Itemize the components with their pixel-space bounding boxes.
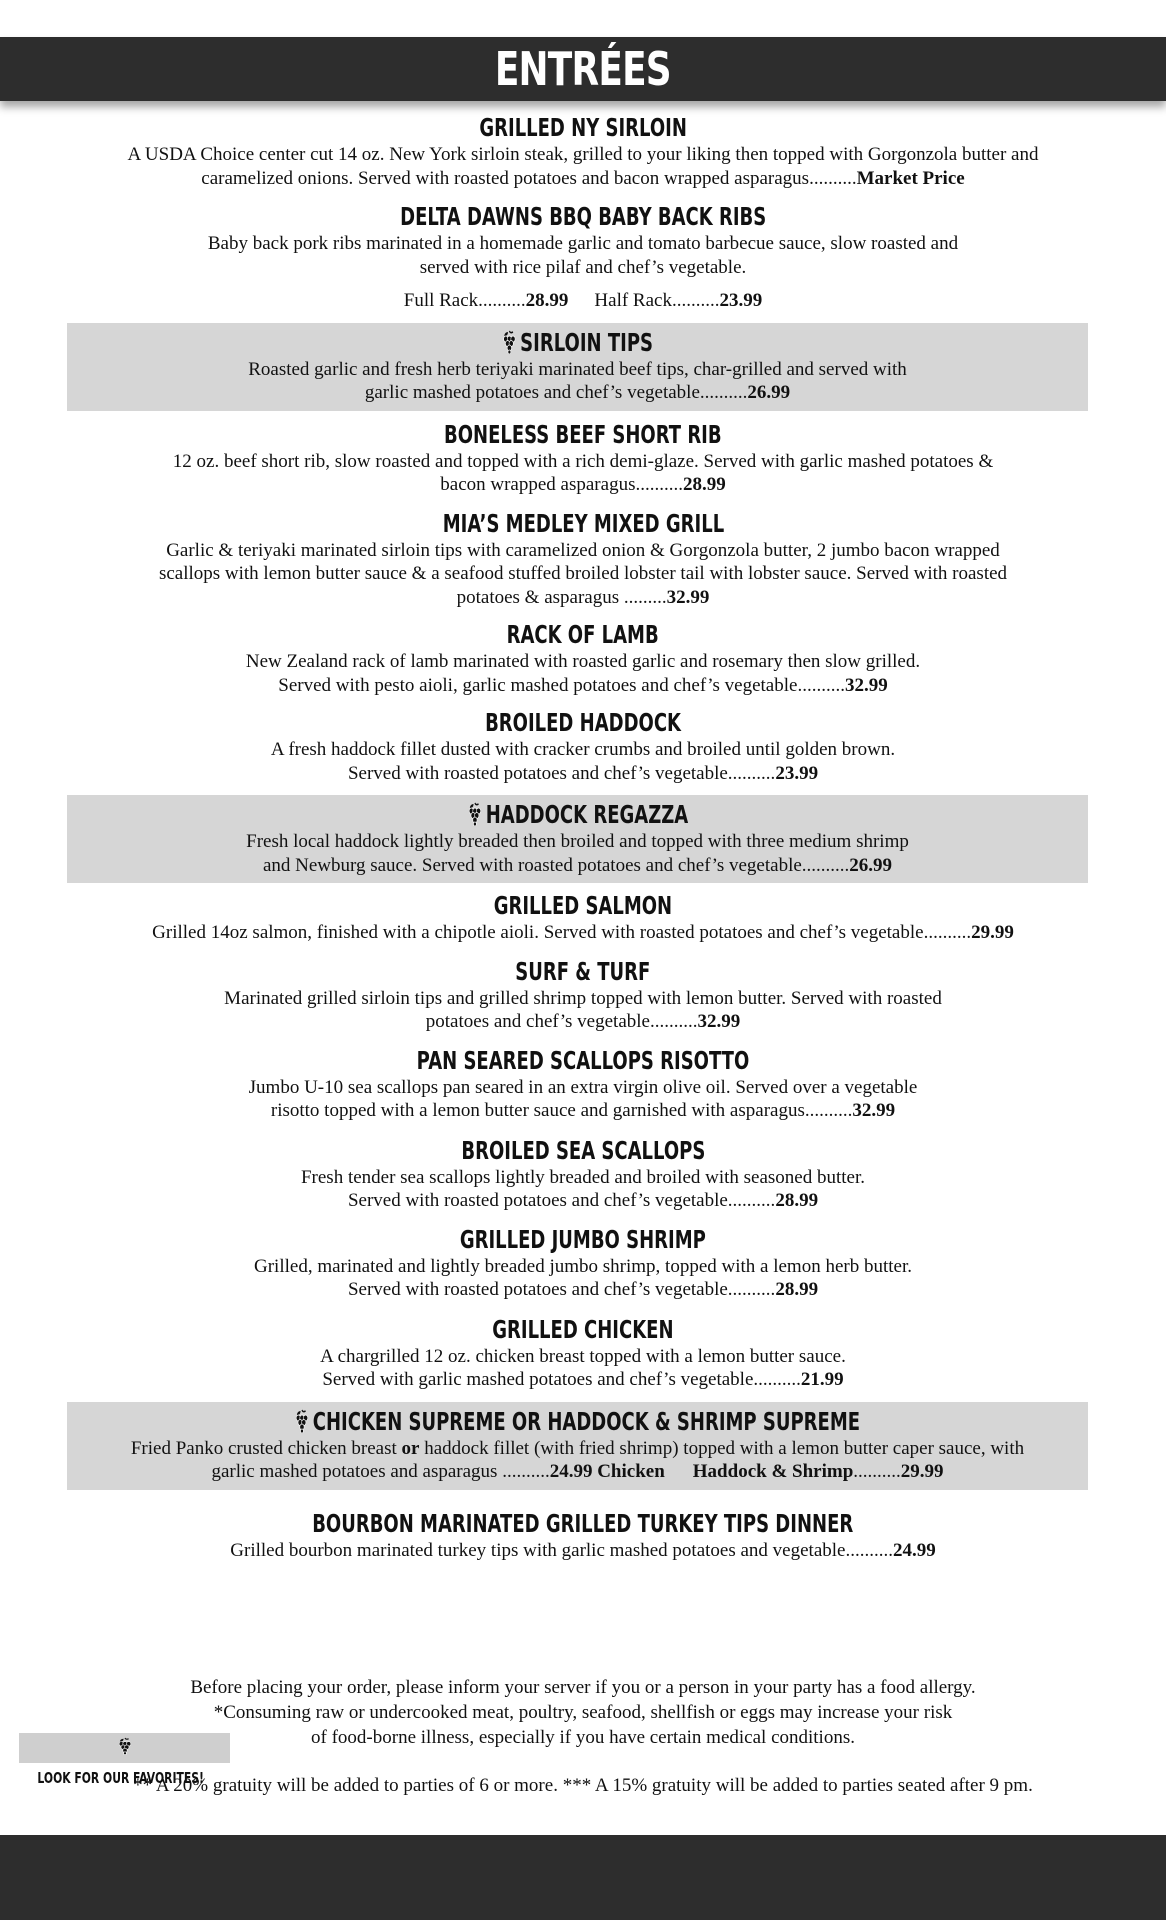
item-name <box>467 799 688 830</box>
grapes-icon <box>502 330 518 354</box>
allergy-line: Before placing your order, please inform your server if you or a person in your party has a food allergy. <box>190 1677 976 1698</box>
item-description <box>0 1076 1166 1100</box>
desc-text: caramelized onions. Served with roasted potatoes and bacon wrapped asparagus.......... <box>201 167 857 189</box>
menu-item <box>0 707 1166 785</box>
item-description <box>0 143 1166 167</box>
desc-text: bacon wrapped asparagus.......... <box>440 474 683 495</box>
desc-text: Grilled 14oz salmon, finished with a chipotle aioli. Served with roasted potatoes and chef’s vegetable.......... <box>152 922 972 943</box>
item-description <box>67 1437 1088 1461</box>
item-description <box>0 987 1166 1011</box>
desc-text: potatoes & asparagus ......... <box>456 586 667 608</box>
item-description <box>0 1368 1166 1392</box>
item-name: BROILED HADDOCK <box>485 708 681 737</box>
item-description <box>67 854 1088 878</box>
half-rack-price: 23.99 <box>719 290 763 311</box>
page-title: ENTRÉES <box>494 42 672 96</box>
item-description <box>0 1255 1166 1279</box>
item-price: 28.99 <box>775 1279 819 1300</box>
item-price: 26.99 <box>747 382 791 403</box>
item-description <box>67 381 1088 405</box>
item-description <box>0 1099 1166 1123</box>
menu-item <box>0 1045 1166 1123</box>
desc-text: Roasted garlic and fresh herb teriyaki marinated beef tips, char-grilled and served with <box>248 358 907 380</box>
item-name-text: SIRLOIN TIPS <box>520 327 654 357</box>
desc-text: Served with roasted potatoes and chef’s vegetable.......... <box>347 1190 776 1211</box>
desc-text: haddock fillet (with fried shrimp) topped with a lemon butter caper sauce, with <box>419 1437 1025 1459</box>
item-description <box>0 1010 1166 1034</box>
item-price: 24.99 Chicken <box>549 1461 665 1482</box>
desc-text: Served with garlic mashed potatoes and chef’s vegetable.......... <box>322 1369 801 1390</box>
menu-item <box>67 1402 1088 1490</box>
desc-text: Served with roasted potatoes and chef’s vegetable.......... <box>347 762 776 784</box>
half-rack-label: Half Rack.......... <box>594 290 720 311</box>
item-price: 28.99 <box>775 1190 819 1211</box>
item-description <box>0 650 1166 674</box>
item-description <box>0 473 1166 497</box>
item-name: BONELESS BEEF SHORT RIB <box>444 419 722 449</box>
item-description <box>0 1166 1166 1190</box>
menu-item <box>0 1508 1166 1563</box>
desc-text: Fresh local haddock lightly breaded then broiled and topped with three medium shrimp <box>246 831 909 852</box>
item-price: 29.99 <box>900 1461 944 1482</box>
item-description <box>67 1460 1088 1484</box>
item-price: 32.99 <box>697 1011 741 1032</box>
menu-item <box>0 112 1166 190</box>
desc-text: Served with roasted potatoes and chef’s vegetable.......... <box>347 1279 776 1300</box>
menu-item <box>0 1135 1166 1213</box>
desc-text: Grilled bourbon marinated turkey tips with garlic mashed potatoes and vegetable.......... <box>230 1539 893 1561</box>
price-leader: .......... <box>853 1461 901 1482</box>
desc-text: Served with pesto aioli, garlic mashed potatoes and chef’s vegetable.......... <box>278 674 845 696</box>
menu-item <box>0 1224 1166 1302</box>
menu-item <box>0 890 1166 945</box>
item-name: PAN SEARED SCALLOPS RISOTTO <box>416 1045 750 1075</box>
favorites-label: LOOK FOR OUR FAVORITES! <box>37 1769 204 1787</box>
item-name-text: HADDOCK REGAZZA <box>485 800 689 829</box>
grapes-icon <box>467 802 483 826</box>
item-name: BOURBON MARINATED GRILLED TURKEY TIPS DINNER <box>312 1508 854 1538</box>
item-price: 26.99 <box>849 854 893 876</box>
gratuity-notice: ** A 20% gratuity will be added to parties of 6 or more. *** A 15% gratuity will be added to parties seated after 9 pm. <box>133 1775 1033 1796</box>
item-price-label: Haddock & Shrimp <box>692 1461 854 1482</box>
item-description <box>0 562 1166 586</box>
item-name: BROILED SEA SCALLOPS <box>461 1135 705 1165</box>
desc-text: Grilled, marinated and lightly breaded jumbo shrimp, topped with a lemon herb butter. <box>254 1255 912 1277</box>
item-description <box>0 674 1166 698</box>
desc-text: garlic mashed potatoes and chef’s vegetable.......... <box>364 382 748 403</box>
footer-bar <box>0 1835 1166 1920</box>
item-name: MIA’S MEDLEY MIXED GRILL <box>442 508 724 538</box>
menu-item <box>0 956 1166 1034</box>
desc-text: served with rice pilaf and chef’s vegetable. <box>419 256 747 278</box>
desc-text: garlic mashed potatoes and asparagus .......... <box>211 1461 550 1482</box>
menu-item <box>0 508 1166 610</box>
item-price: 23.99 <box>775 762 819 784</box>
item-price: 28.99 <box>682 474 726 495</box>
desc-text: scallops with lemon butter sauce & a seafood stuffed broiled lobster tail with lobster sauce. Served with roasted <box>158 563 1008 584</box>
grapes-icon <box>295 1409 311 1433</box>
full-rack-label: Full Rack.......... <box>403 290 526 311</box>
item-description <box>0 1345 1166 1369</box>
menu-item <box>0 201 1166 313</box>
menu-item <box>0 619 1166 697</box>
item-description <box>67 358 1088 382</box>
favorites-badge <box>19 1733 230 1787</box>
desc-text: Fried Panko crusted chicken breast <box>130 1437 402 1459</box>
desc-text: Jumbo U-10 sea scallops pan seared in an extra virgin olive oil. Served over a vegetable <box>248 1076 918 1098</box>
desc-text: A fresh haddock fillet dusted with cracker crumbs and broiled until golden brown. <box>270 739 896 760</box>
item-price: Market Price <box>856 167 965 189</box>
item-name <box>295 1406 861 1437</box>
header-bar <box>0 37 1166 101</box>
item-price: 32.99 <box>852 1100 896 1121</box>
item-price: 21.99 <box>800 1369 844 1390</box>
item-name: DELTA DAWNS BBQ BABY BACK RIBS <box>399 202 767 231</box>
desc-text: New Zealand rack of lamb marinated with roasted garlic and rosemary then slow grilled. <box>245 651 921 672</box>
or-text: or <box>401 1437 420 1459</box>
item-description <box>0 232 1166 256</box>
desc-text: Garlic & teriyaki marinated sirloin tips with caramelized onion & Gorgonzola butter, 2 jumbo bacon wrapped <box>166 539 1000 561</box>
item-name: RACK OF LAMB <box>506 620 660 649</box>
rack-prices <box>0 289 1166 313</box>
item-description <box>0 1539 1166 1563</box>
item-description <box>0 450 1166 474</box>
menu-item <box>0 419 1166 497</box>
item-description <box>0 921 1166 945</box>
desc-text: and Newburg sauce. Served with roasted potatoes and chef’s vegetable.......... <box>262 854 850 876</box>
menu-item <box>67 795 1088 883</box>
item-name: SURF & TURF <box>515 956 651 986</box>
desc-text: Fresh tender sea scallops lightly breaded and broiled with seasoned butter. <box>300 1166 866 1188</box>
item-description <box>0 256 1166 280</box>
item-description <box>0 1278 1166 1302</box>
item-name: GRILLED CHICKEN <box>492 1314 674 1344</box>
allergy-line: of food-borne illness, especially if you have certain medical conditions. <box>311 1727 855 1748</box>
item-name: GRILLED NY SIRLOIN <box>479 113 687 142</box>
menu-item <box>67 323 1088 411</box>
desc-text: A USDA Choice center cut 14 oz. New York sirloin steak, grilled to your liking then topped with Gorgonzola butter and <box>127 144 1039 165</box>
menu-items-list <box>0 112 1166 1562</box>
item-description <box>0 738 1166 762</box>
item-description <box>0 762 1166 786</box>
desc-text: Marinated grilled sirloin tips and grilled shrimp topped with lemon butter. Served with roasted <box>224 987 942 1009</box>
item-description <box>67 830 1088 854</box>
desc-text: Baby back pork ribs marinated in a homemade garlic and tomato barbecue sauce, slow roasted and <box>207 233 959 254</box>
item-name: GRILLED JUMBO SHRIMP <box>460 1224 706 1254</box>
item-price: 32.99 <box>666 586 710 608</box>
item-description <box>0 1189 1166 1213</box>
item-name: GRILLED SALMON <box>493 891 673 920</box>
item-price: 32.99 <box>844 674 888 696</box>
desc-text: potatoes and chef’s vegetable.......... <box>425 1011 698 1032</box>
item-price: 24.99 <box>892 1539 936 1561</box>
grapes-icon <box>117 1737 133 1755</box>
desc-text: A chargrilled 12 oz. chicken breast topped with a lemon butter sauce. <box>320 1345 846 1367</box>
menu-item <box>0 1314 1166 1392</box>
item-description <box>0 539 1166 563</box>
desc-text: 12 oz. beef short rib, slow roasted and topped with a rich demi-glaze. Served with garlic mashed potatoes & <box>172 450 994 472</box>
item-description <box>0 586 1166 610</box>
item-name <box>502 327 654 358</box>
allergy-line: *Consuming raw or undercooked meat, poultry, seafood, shellfish or eggs may increase your risk <box>213 1702 953 1723</box>
item-description <box>0 167 1166 191</box>
item-price: 29.99 <box>971 922 1014 943</box>
desc-text: risotto topped with a lemon butter sauce and garnished with asparagus.......... <box>270 1100 853 1121</box>
full-rack-price: 28.99 <box>525 290 569 311</box>
item-name-text: CHICKEN SUPREME OR HADDOCK & SHRIMP SUPREME <box>313 1406 861 1436</box>
